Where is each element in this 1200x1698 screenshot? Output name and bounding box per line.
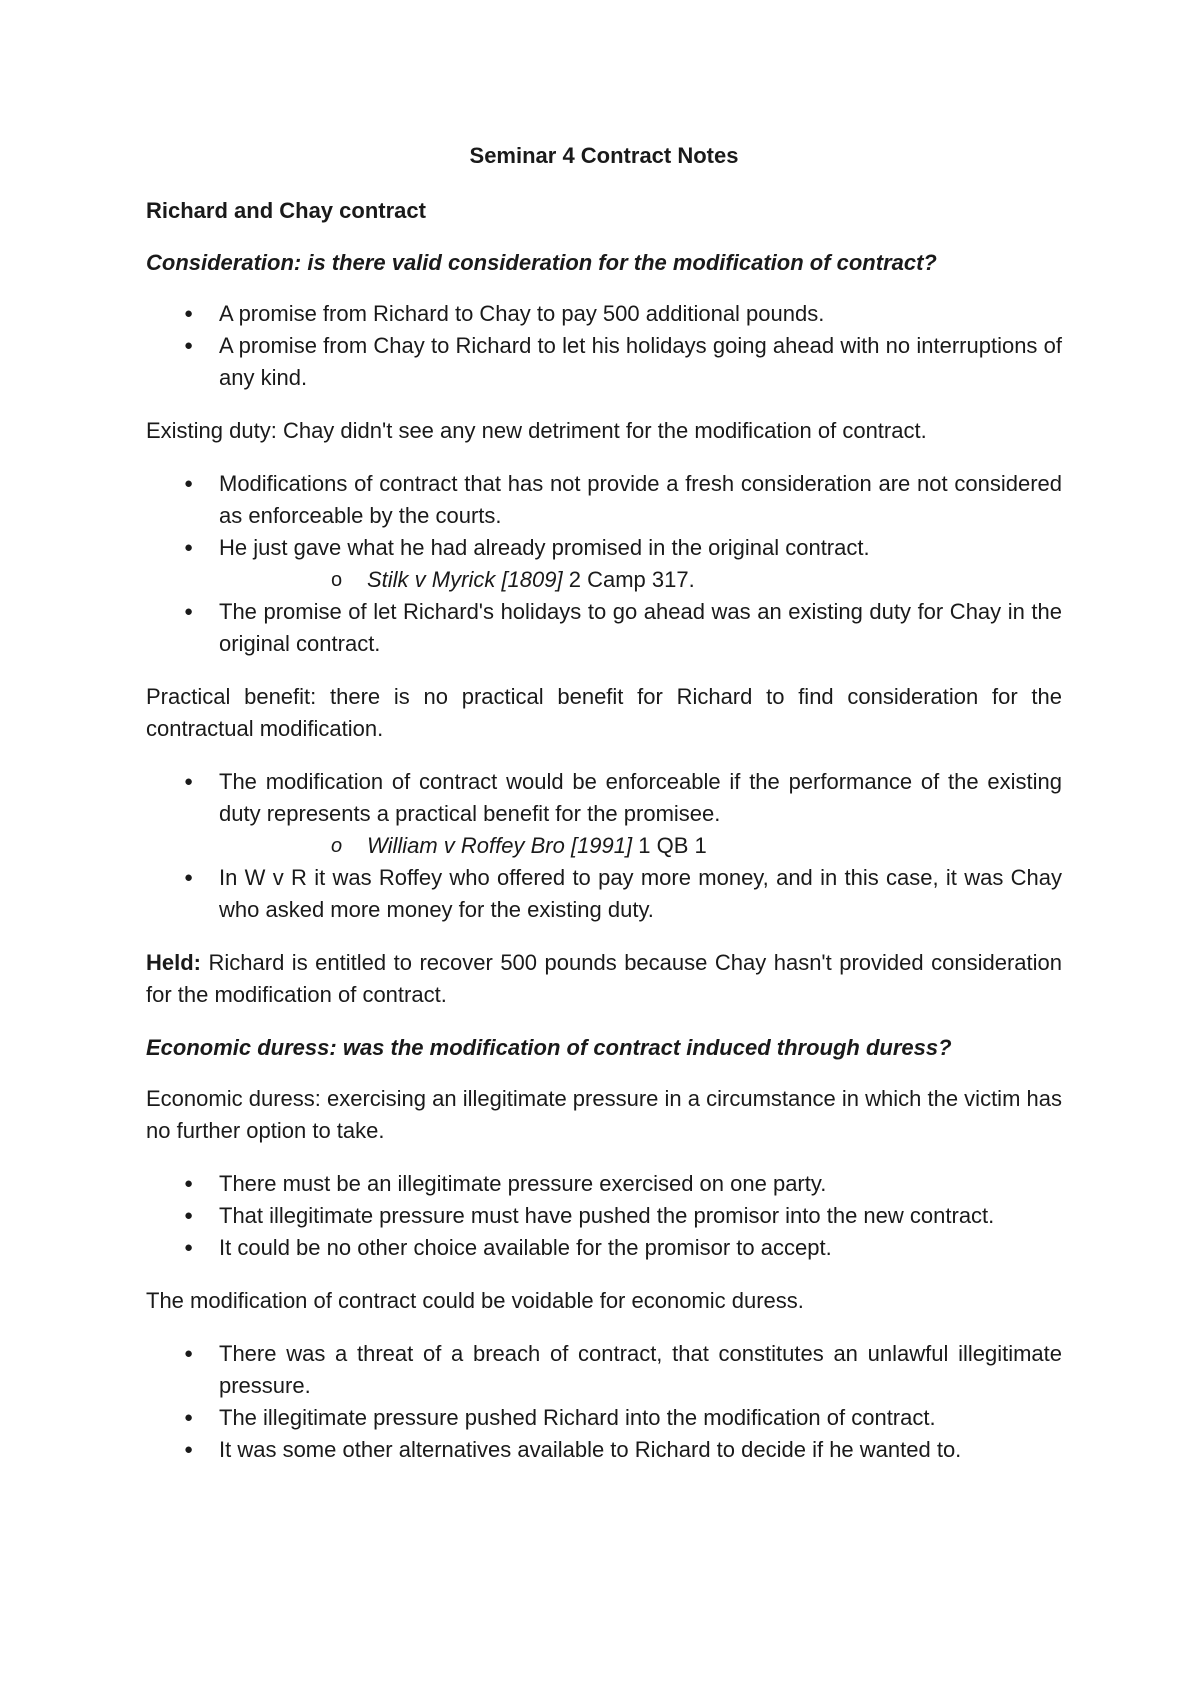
- duress-application-list: [146, 1338, 1062, 1466]
- economic-duress-definition: Economic duress: exercising an illegitimate pressure in a circumstance in which the victim has no further option to take.: [146, 1086, 1062, 1143]
- case-sublist: [219, 564, 1062, 596]
- case-sublist: [219, 830, 1062, 862]
- list-item: [146, 766, 1062, 862]
- practical-benefit-paragraph: Practical benefit: there is no practical benefit for Richard to find consideration for the contractual modification.: [146, 684, 1062, 741]
- consideration-list: [146, 298, 1062, 394]
- list-item: [146, 532, 1062, 596]
- list-item: ● It was some other alternatives available to Richard to decide if he wanted to.: [146, 1434, 1062, 1466]
- case-citation: 1 QB 1: [632, 833, 707, 858]
- list-item: ● The illegitimate pressure pushed Richard into the modification of contract.: [146, 1402, 1062, 1434]
- held-text: Richard is entitled to recover 500 pounds because Chay hasn't provided consideration for the modification of contract.: [146, 950, 1062, 1007]
- list-item: ● There must be an illegitimate pressure exercised on one party.: [146, 1168, 1062, 1200]
- held-paragraph: [146, 947, 1062, 1011]
- duress-requirements-list: [146, 1168, 1062, 1264]
- case-citation: 2 Camp 317.: [562, 567, 695, 592]
- economic-duress-question: Economic duress: was the modification of contract induced through duress?: [146, 1035, 952, 1060]
- existing-duty-list: [146, 468, 1062, 660]
- section-heading: Richard and Chay contract: [146, 198, 426, 223]
- list-item: ● The promise of let Richard's holidays to go ahead was an existing duty for Chay in the original contract.: [146, 596, 1062, 660]
- consideration-question: Consideration: is there valid consideration for the modification of contract?: [146, 250, 937, 275]
- list-item: ● That illegitimate pressure must have pushed the promisor into the new contract.: [146, 1200, 1062, 1232]
- practical-benefit-list: [146, 766, 1062, 926]
- existing-duty-paragraph: Existing duty: Chay didn't see any new detriment for the modification of contract.: [146, 418, 927, 443]
- list-item: ● There was a threat of a breach of contract, that constitutes an unlawful illegitimate pressure.: [146, 1338, 1062, 1402]
- duress-conclusion-paragraph: The modification of contract could be voidable for economic duress.: [146, 1288, 804, 1313]
- list-item: ● Modifications of contract that has not provide a fresh consideration are not considered as enforceable by the courts.: [146, 468, 1062, 532]
- held-label: Held:: [146, 950, 201, 975]
- list-item: ● It could be no other choice available for the promisor to accept.: [146, 1232, 1062, 1264]
- list-item-text: He just gave what he had already promised in the original contract.: [219, 535, 870, 560]
- case-reference: [219, 564, 1062, 596]
- list-item: ● In W v R it was Roffey who offered to pay more money, and in this case, it was Chay who asked more money for the existing duty.: [146, 862, 1062, 926]
- document-body: [146, 140, 1062, 1487]
- case-name: William v Roffey Bro [1991]: [367, 833, 633, 858]
- list-item: ● A promise from Richard to Chay to pay 500 additional pounds.: [146, 298, 1062, 330]
- case-reference: [219, 830, 1062, 862]
- case-name: Stilk v Myrick [1809]: [367, 567, 563, 592]
- document-title: Seminar 4 Contract Notes: [469, 143, 739, 168]
- list-item: ● A promise from Chay to Richard to let his holidays going ahead with no interruptions of any kind.: [146, 330, 1062, 394]
- list-item-text: The modification of contract would be enforceable if the performance of the existing duty represents a practical benefit for the promisee.: [219, 769, 1062, 826]
